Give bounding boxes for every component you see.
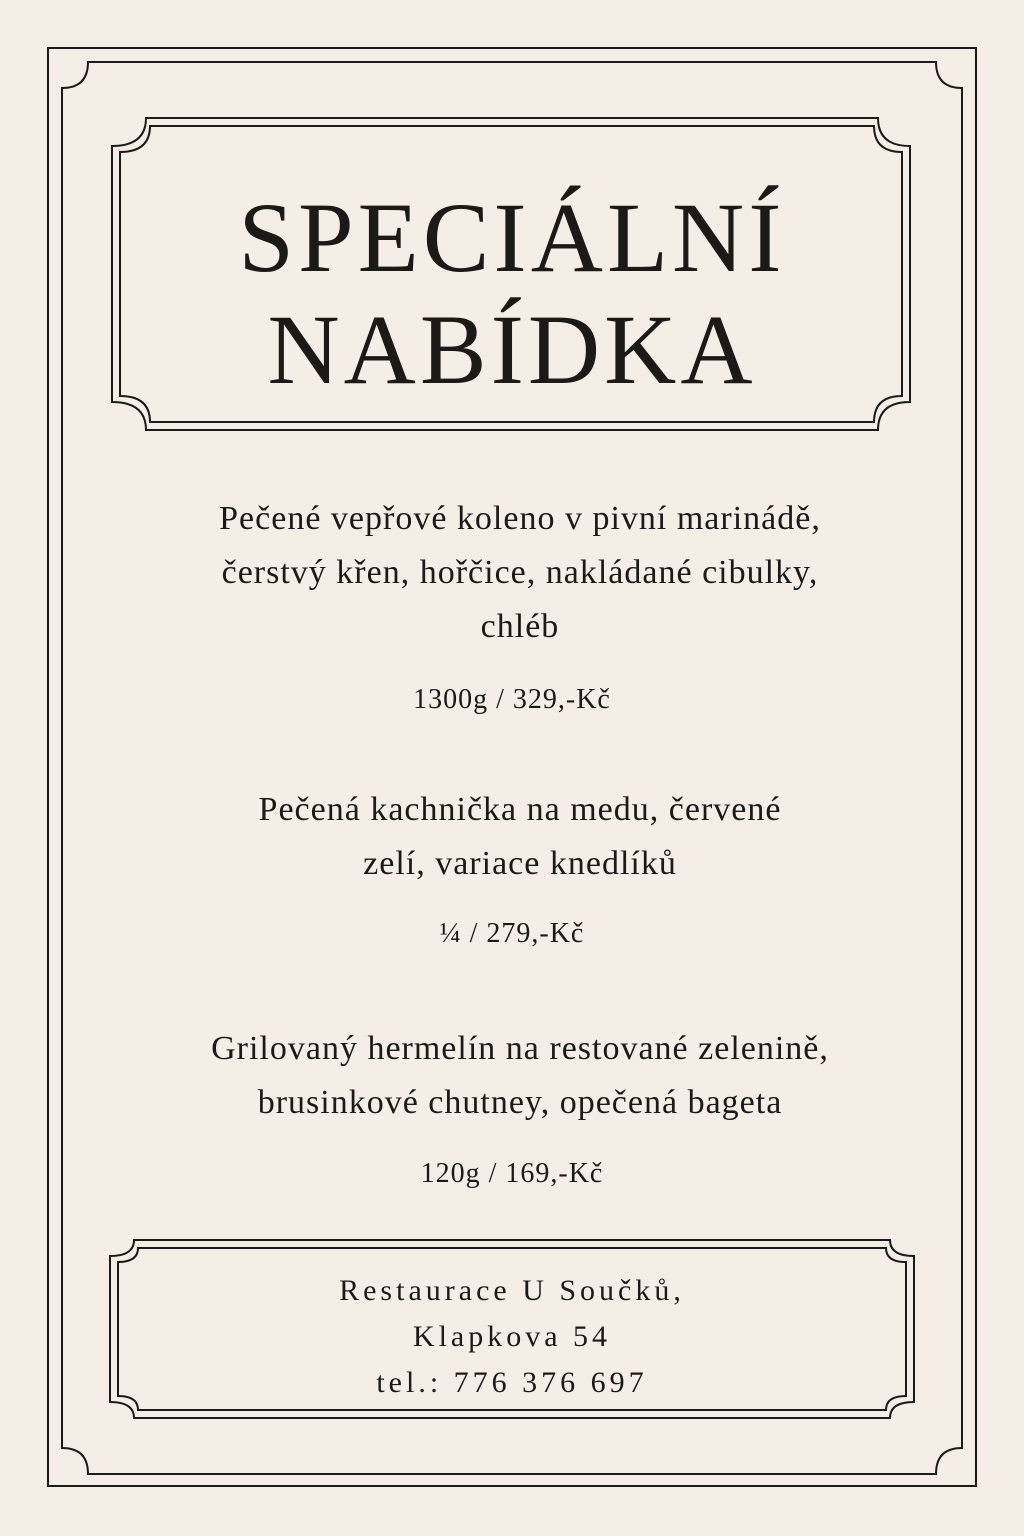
menu-item-description: Pečené vepřové koleno v pivní marinádě, čerstvý křen, hořčice, nakládané cibulky, chléb: [219, 500, 821, 645]
menu-item-price: 1300g / 329,-Kč: [413, 684, 611, 715]
page-title-line2: NABÍDKA: [267, 294, 757, 405]
menu-item-description: Pečená kachnička na medu, červené zelí, variace knedlíků: [258, 791, 782, 882]
restaurant-phone: tel.: 776 376 697: [376, 1366, 648, 1399]
restaurant-name: Restaurace U Součků,: [339, 1274, 685, 1307]
menu-item-description: Grilovaný hermelín na restované zelenině, brusinkové chutney, opečená bageta: [211, 1030, 829, 1121]
restaurant-info: [120, 1268, 904, 1406]
menu-item-price: ¼ / 279,-Kč: [439, 918, 585, 949]
menu-item-price: 120g / 169,-Kč: [420, 1158, 604, 1189]
restaurant-address: Klapkova 54: [412, 1320, 612, 1353]
page-title-line1: SPECIÁLNÍ: [238, 182, 786, 293]
